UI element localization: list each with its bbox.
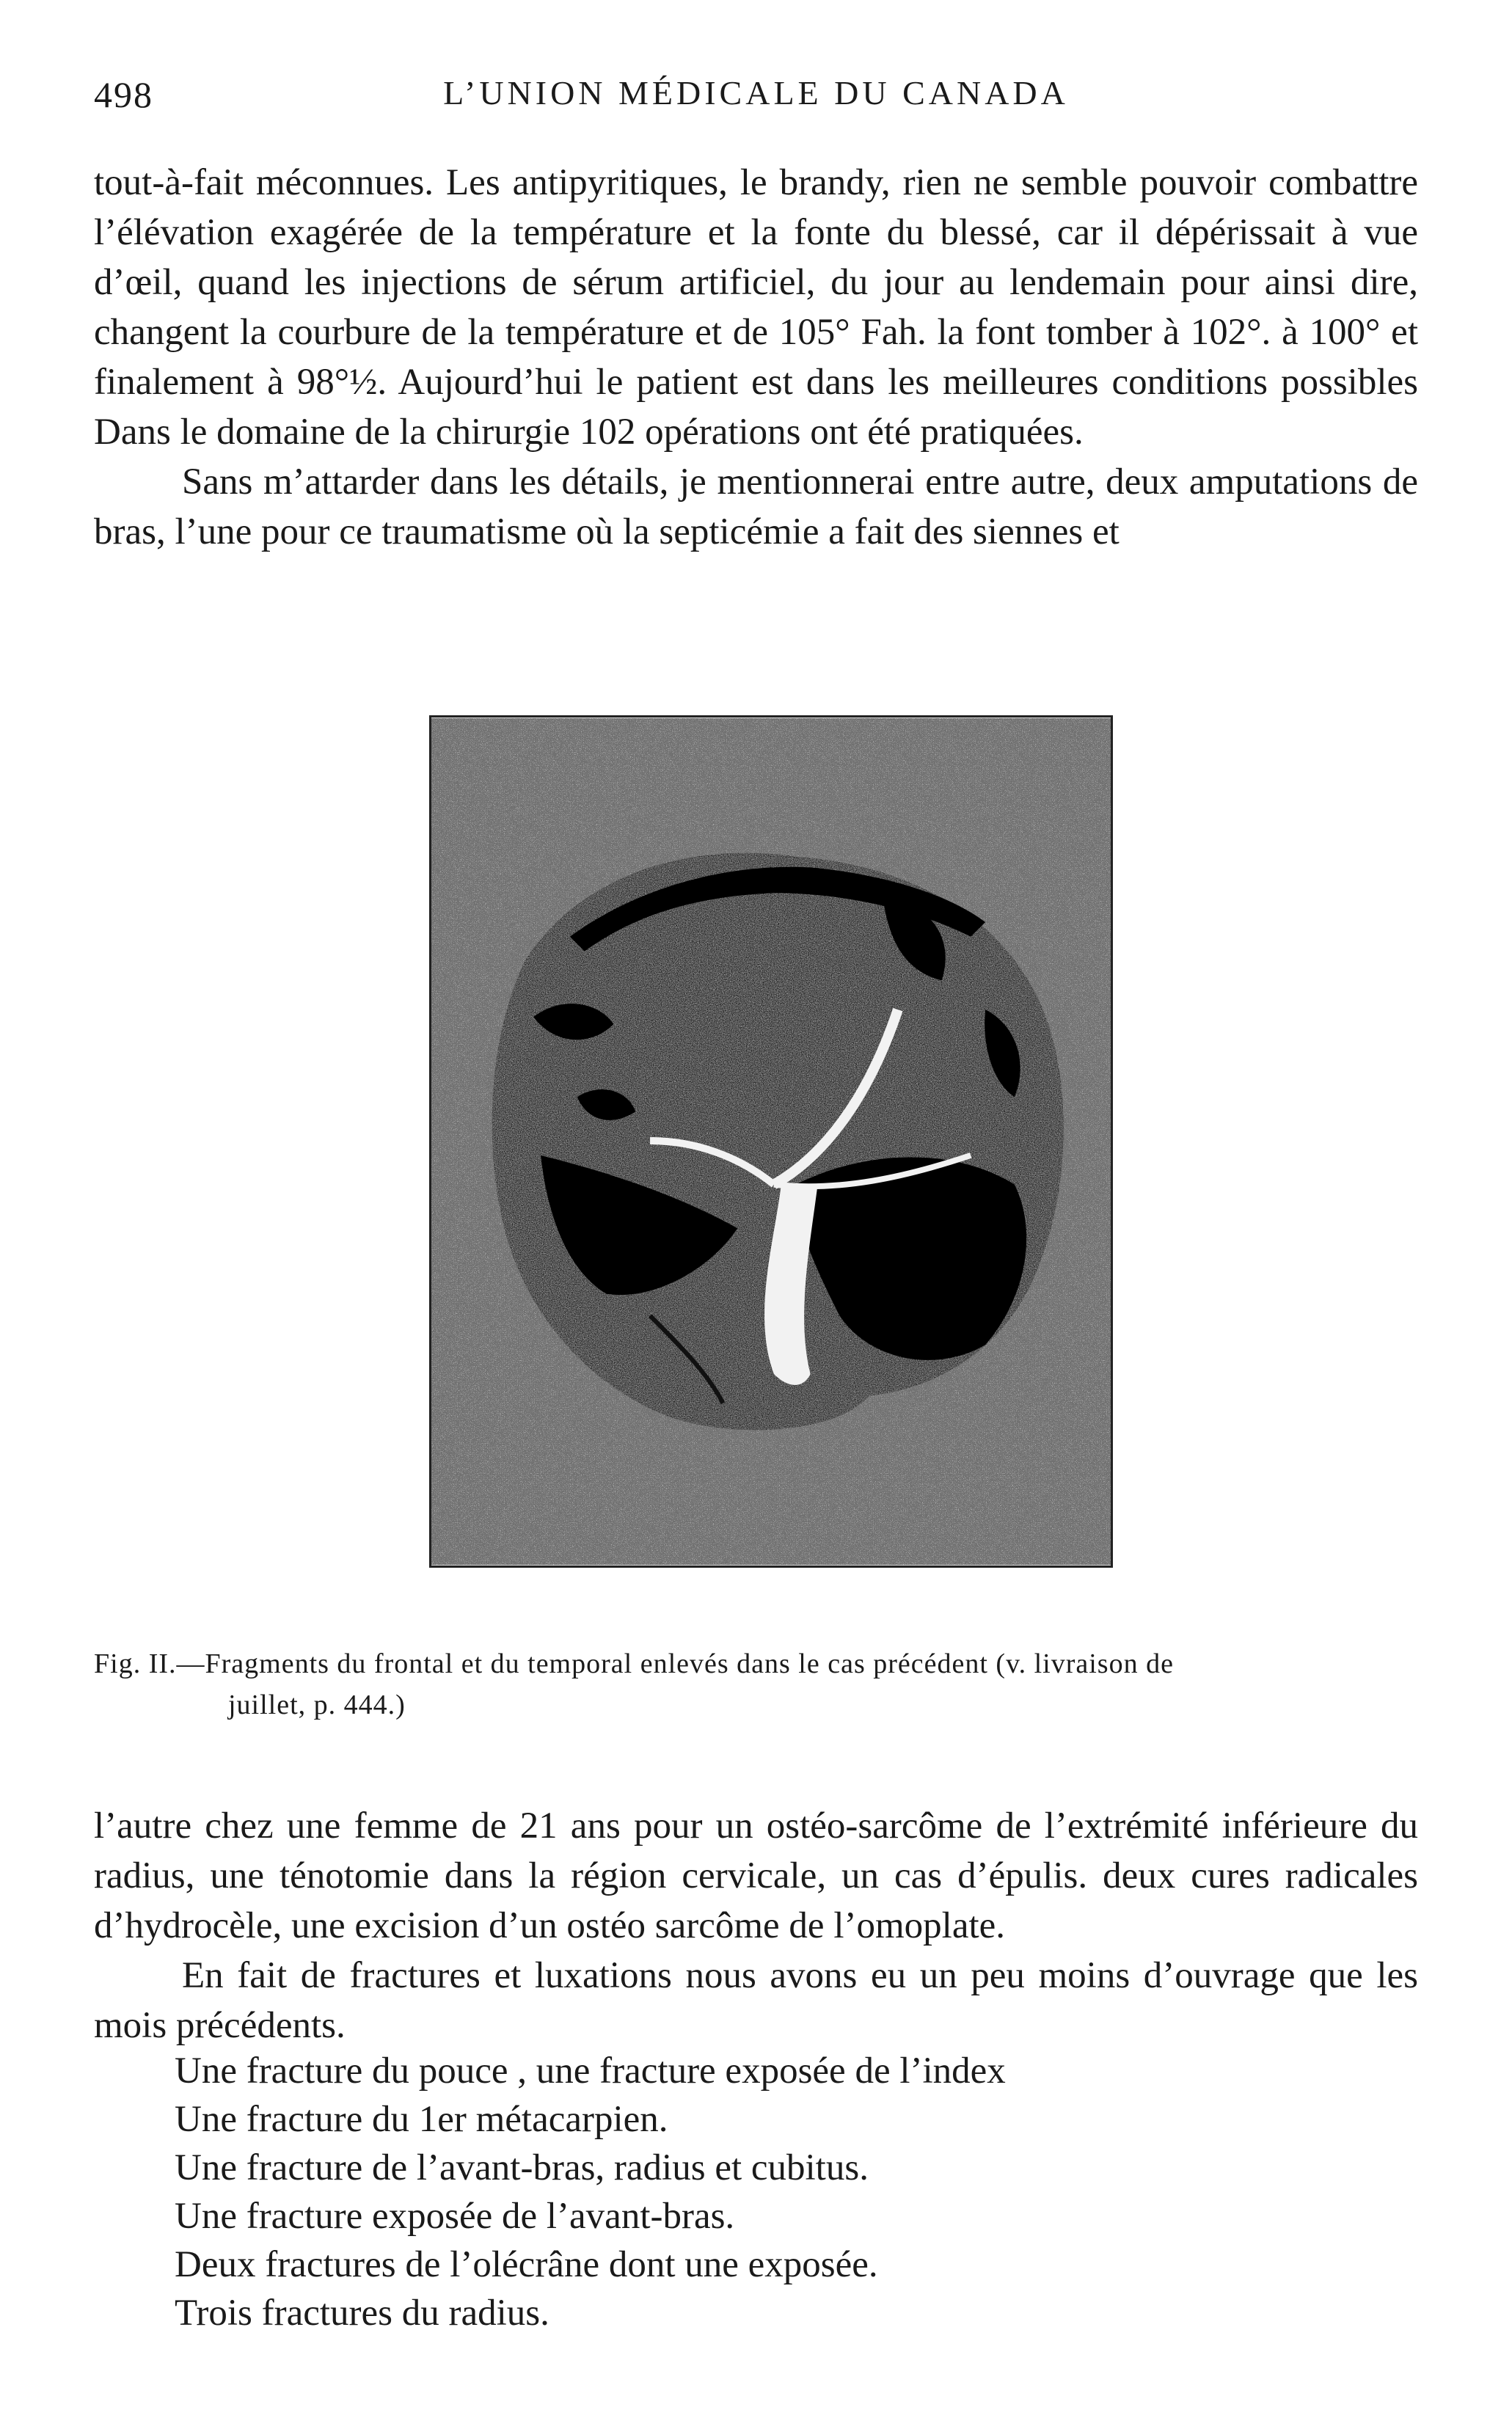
body-text-bottom [94,1801,1418,2050]
fracture-list [175,2047,1418,2337]
caption-line: juillet, p. 444.) [228,1690,406,1720]
running-head: L’UNION MÉDICALE DU CANADA [443,74,1069,112]
paragraph: Sans m’attarder dans les détails, je mentionnerai entre autre, deux amputations de bras, l’une pour ce traumatisme où la septicémie a fait des siennes et [94,461,1418,552]
list-item: Une fracture de l’avant-bras, radius et cubitus. [175,2147,869,2188]
paragraph: tout-à-fait méconnues. Les antipyritiques, le brandy, rien ne semble pouvoir combattre l’élévation exagérée de la température et la fonte du blessé, car il dépérissait à vue d’œil, quand les injections de sérum artificiel, du jour au lendemain pour ainsi dire, changent la courbure de la température et de 105° Fah. la font tomber à 102°. à 100° et finalement à 98°½. Aujourd’hui le patient est dans les meilleures conditions possibles Dans le domaine de la chirurgie 102 opérations ont été pratiquées. [94,162,1418,453]
caption-line: Fig. II.—Fragments du frontal et du temporal enlevés dans le cas précédent (v. livraison de [94,1648,1174,1679]
page-number: 498 [94,74,153,115]
figure-skull-fragments [429,715,1113,1568]
figure-caption [94,1643,1418,1725]
list-item: Deux fractures de l’olécrâne dont une exposée. [175,2244,878,2285]
list-item: Une fracture du pouce , une fracture exposée de l’index [175,2050,1006,2092]
body-text-top [94,158,1418,557]
list-item: Une fracture du 1er métacarpien. [175,2099,668,2140]
page-header [94,73,1418,132]
skull-fragment-illustration [431,717,1111,1566]
list-item: Trois fractures du radius. [175,2293,549,2334]
paragraph: En fait de fractures et luxations nous avons eu un peu moins d’ouvrage que les mois précédents. [94,1955,1418,2046]
list-item: Une fracture exposée de l’avant-bras. [175,2196,735,2237]
paragraph: l’autre chez une femme de 21 ans pour un ostéo-sarcôme de l’extrémité inférieure du radius, une ténotomie dans la région cervicale, un cas d’épulis. deux cures radicales d’hydrocèle, une excision d’un ostéo sarcôme de l’omoplate. [94,1805,1418,1946]
